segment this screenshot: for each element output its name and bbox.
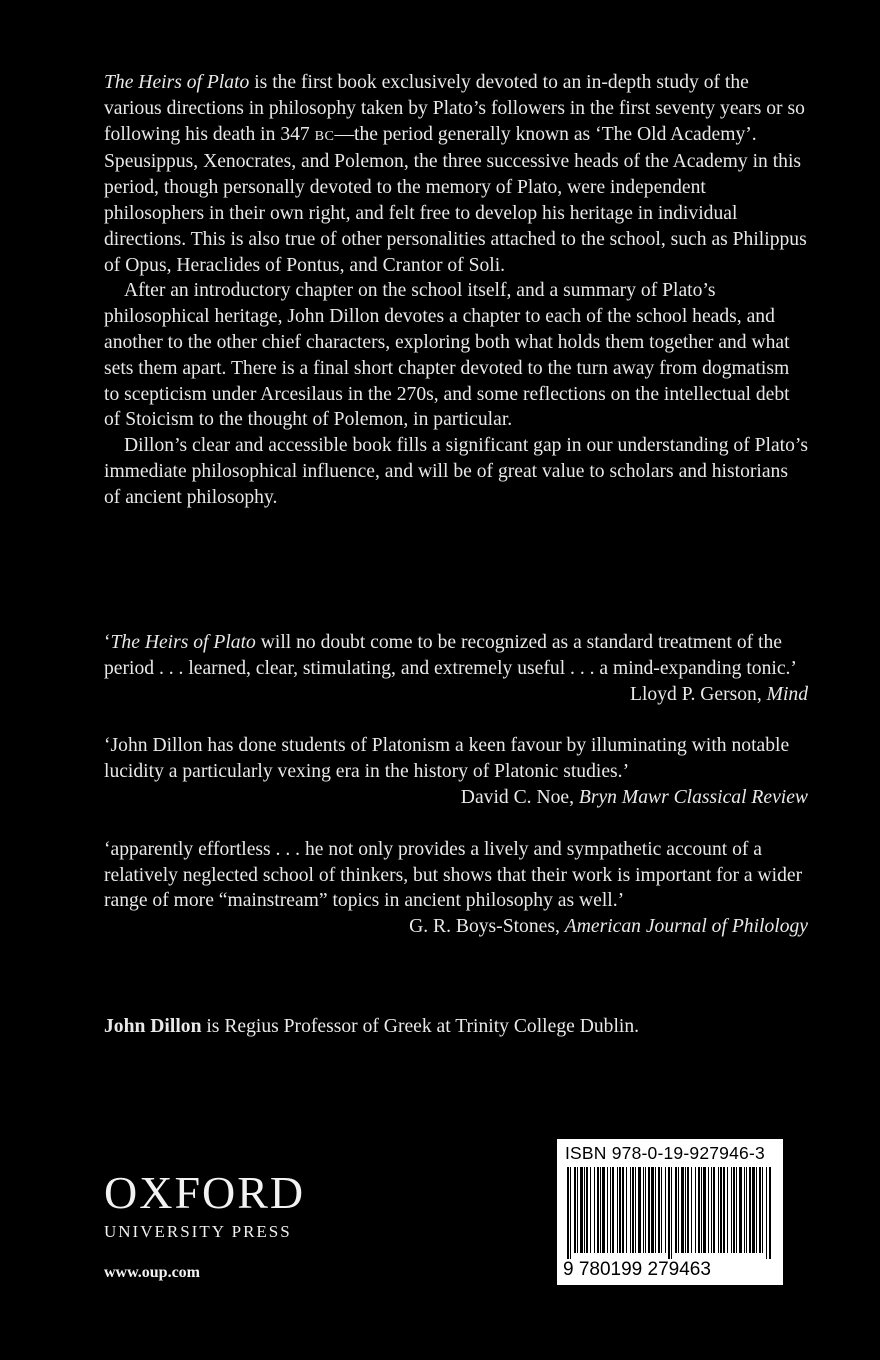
review-quotes <box>104 630 808 966</box>
barcode-bar <box>626 1167 627 1253</box>
barcode-bar <box>671 1167 672 1259</box>
barcode-bar <box>708 1167 709 1253</box>
blurb-paragraph-2: After an introductory chapter on the school itself, and a summary of Plato’s philosophical heritage, John Dillon devotes a chapter to each of the school heads, and another to the other chief characters, exploring both what holds them together and what sets them apart. There is a final short chapter devoted to the turn away from dogmatism to scepticism under Arcesilaus in the 270s, and some reflections on the intellectual debt of Stoicism to the thought of Polemon, in particular. <box>104 280 790 431</box>
barcode-bar <box>607 1167 608 1253</box>
barcode-bar <box>610 1167 611 1253</box>
barcode-bar <box>695 1167 696 1253</box>
barcode-bar <box>713 1167 715 1253</box>
blurb-paragraph-3: Dillon’s clear and accessible book fills a significant gap in our understanding of Plato’s immediate philosophical influence, and will be of great value to scholars and historians of ancient philosophy. <box>104 435 808 508</box>
barcode-bar <box>658 1167 660 1253</box>
blurb-paragraph-1 <box>104 70 808 278</box>
barcode-bar <box>744 1167 745 1253</box>
barcode-bar <box>749 1167 751 1253</box>
barcode-bar <box>681 1167 684 1253</box>
barcode-bar <box>703 1167 706 1253</box>
barcode-bar <box>736 1167 737 1253</box>
logo-oxford: OXFORD <box>104 1167 306 1218</box>
review-quote-2 <box>104 733 808 810</box>
author-bio-text: is Regius Professor of Greek at Trinity College Dublin. <box>201 1016 640 1037</box>
logo-university-press: UNIVERSITY PRESS <box>104 1222 292 1241</box>
barcode-bar <box>655 1167 656 1253</box>
barcode-bar <box>701 1167 702 1253</box>
barcode-digits: 9 780199 279463 <box>563 1259 711 1280</box>
quote-book-title: The Heirs of Plato <box>110 632 256 653</box>
barcode-bar <box>675 1167 677 1253</box>
barcode-bar <box>597 1167 599 1253</box>
barcode-bar <box>567 1167 569 1259</box>
barcode-bar <box>643 1167 644 1253</box>
barcode-bar <box>718 1167 719 1253</box>
barcode-bar <box>685 1167 686 1253</box>
barcode-bar <box>731 1167 732 1253</box>
barcode-bar <box>648 1167 650 1253</box>
barcode-bar <box>711 1167 712 1253</box>
quote-text: will no doubt come to be recognized as a standard treatment of the period . . . learned, clear, stimulating, and extremely useful . . . a mind-expanding tonic.’ <box>104 632 797 679</box>
reviewer-name: Lloyd P. Gerson, <box>630 683 767 705</box>
barcode-bar <box>759 1167 761 1253</box>
barcode-bar <box>574 1167 576 1253</box>
era-abbreviation: BC <box>314 127 335 144</box>
barcode-bar <box>630 1167 631 1253</box>
back-cover-blurb <box>104 70 808 511</box>
isbn-barcode <box>557 1139 783 1285</box>
review-source: Bryn Mawr Classical Review <box>578 786 808 808</box>
barcode-bar <box>687 1167 689 1253</box>
barcode-bar <box>622 1167 624 1253</box>
review-quote-1 <box>104 630 808 707</box>
review-source: American Journal of Philology <box>564 916 808 938</box>
barcode-bar <box>651 1167 654 1253</box>
barcode-bar <box>752 1167 755 1253</box>
author-bio <box>104 1014 808 1040</box>
barcode-bar <box>678 1167 679 1253</box>
barcode-bar <box>645 1167 646 1253</box>
reviewer-name: David C. Noe, <box>460 786 579 808</box>
quote-attribution <box>409 914 808 940</box>
publisher-logo <box>104 1167 306 1242</box>
barcode-bar <box>720 1167 722 1253</box>
book-title-italic: The Heirs of Plato <box>104 72 250 93</box>
barcode-bar <box>762 1167 763 1253</box>
barcode-bar <box>665 1167 666 1253</box>
barcode-bar <box>600 1167 601 1253</box>
barcode-bar <box>739 1167 742 1253</box>
blurb-text: —the period generally known as ‘The Old Academy’. Speusippus, Xenocrates, and Polemon, the three successive heads of the Academy in this period, though personally devoted to the memory of Plato, were independent philosophers in their own right, and felt free to develop his heritage in individual directions. This is also true of other personalities attached to the school, such as Philippus of Opus, Heraclides of Pontus, and Crantor of Soli. <box>104 123 807 276</box>
barcode-bar <box>577 1167 578 1253</box>
isbn-label: ISBN 978-0-19-927946-3 <box>565 1143 765 1163</box>
barcode-bar <box>638 1167 641 1253</box>
quote-text: ‘apparently effortless . . . he not only provides a lively and sympathetic account of a relatively neglected school of thinkers, but shows that their work is important for a wider range of more “mainstream” topics in ancient philosophy as well.’ <box>104 838 803 912</box>
barcode-bar <box>612 1167 614 1253</box>
quote-text: ‘John Dillon has done students of Platonism a keen favour by illuminating with notable lucidity a particularly vexing era in the history of Platonic studies.’ <box>104 735 790 783</box>
barcode-bar <box>586 1167 588 1253</box>
barcode-bars <box>565 1167 775 1259</box>
barcode-bar <box>580 1167 583 1253</box>
blurb-text: is the first book exclusively devoted to an in-depth study of the various directions in philosophy taken by Plato’s followers in the first seventy years or so following his death in 347 <box>104 72 805 145</box>
barcode-bar <box>570 1167 571 1259</box>
quote-mark: ‘ <box>104 632 111 653</box>
barcode-bar <box>594 1167 595 1253</box>
barcode-bar <box>590 1167 591 1253</box>
barcode-bar <box>661 1167 662 1253</box>
quote-attribution <box>461 785 808 811</box>
barcode-bar <box>769 1167 771 1259</box>
barcode-bar <box>584 1167 585 1253</box>
barcode-bar <box>617 1167 618 1253</box>
review-quote-3 <box>104 837 808 940</box>
barcode-bar <box>668 1167 670 1259</box>
barcode-bar <box>746 1167 747 1253</box>
barcode-bar <box>619 1167 621 1253</box>
barcode-bar <box>733 1167 735 1253</box>
barcode-bar <box>602 1167 605 1253</box>
barcode-bar <box>691 1167 692 1253</box>
barcode-bar <box>632 1167 634 1253</box>
author-name: John Dillon <box>104 1016 202 1037</box>
reviewer-name: G. R. Boys-Stones, <box>409 916 565 938</box>
publisher-website: www.oup.com <box>104 1264 201 1281</box>
barcode-bar <box>727 1167 728 1253</box>
barcode-bar <box>766 1167 767 1259</box>
barcode-bar <box>635 1167 636 1253</box>
quote-attribution <box>630 682 808 708</box>
review-source: Mind <box>766 683 808 705</box>
barcode-bar <box>698 1167 700 1253</box>
barcode-bar <box>756 1167 757 1253</box>
barcode-bar <box>723 1167 725 1253</box>
